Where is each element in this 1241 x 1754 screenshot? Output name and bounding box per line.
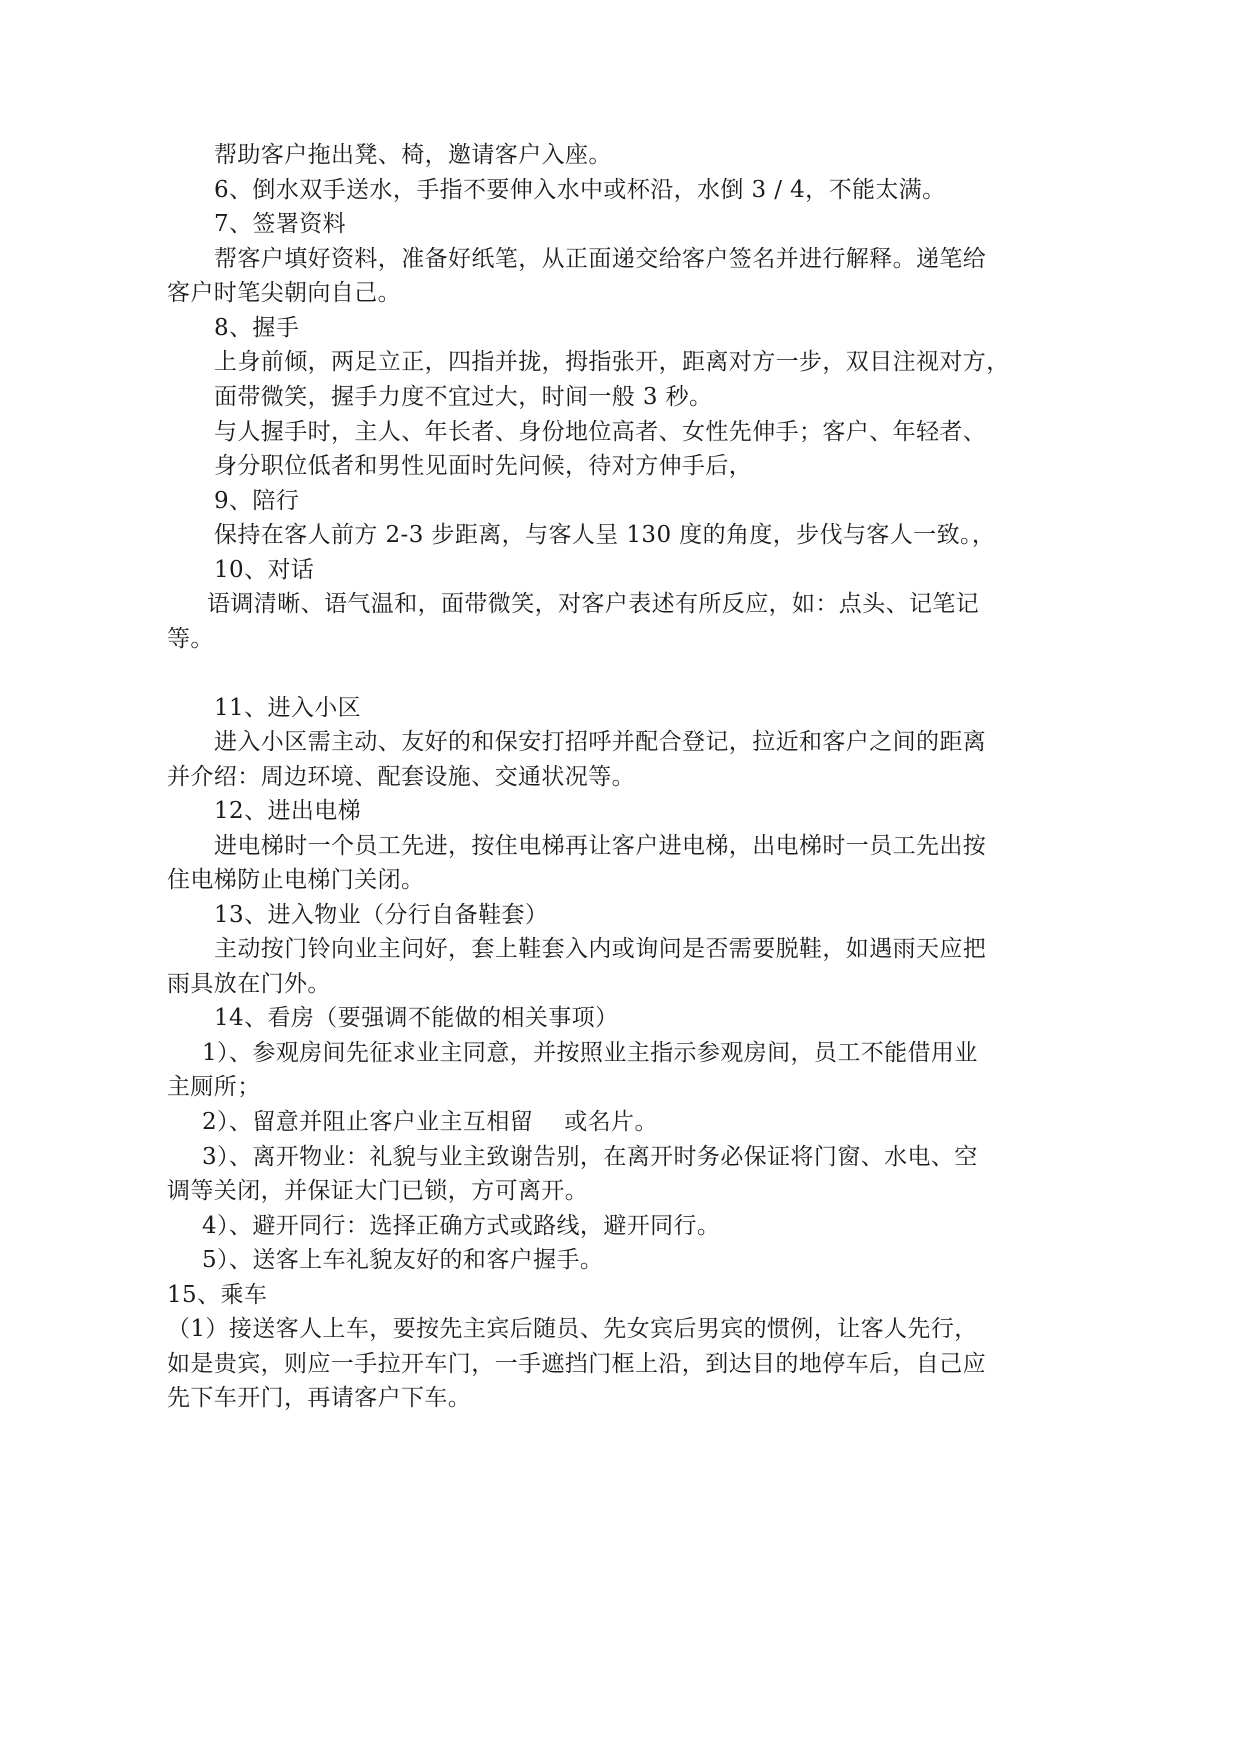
text-line: 主厕所； xyxy=(167,1074,261,1100)
text-line: 帮助客户拖出凳、椅，邀请客户入座。 xyxy=(214,142,612,168)
text-line: 6、倒水双手送水，手指不要伸入水中或杯沿，水倒 3 / 4，不能太满。 xyxy=(214,177,946,203)
section-heading: 7、签署资料 xyxy=(214,211,347,237)
list-item: 4）、避开同行：选择正确方式或路线，避开同行。 xyxy=(202,1213,721,1239)
section-heading: 9、陪行 xyxy=(214,488,300,514)
text-line: 进电梯时一个员工先进，按住电梯再让客户进电梯，出电梯时一员工先出按 xyxy=(214,833,987,859)
list-item: 5）、送客上车礼貌友好的和客户握手。 xyxy=(202,1247,604,1273)
text-line: 调等关闭，并保证大门已锁，方可离开。 xyxy=(167,1178,589,1204)
text-line: 并介绍：周边环境、配套设施、交通状况等。 xyxy=(167,764,635,790)
text-line: 进入小区需主动、友好的和保安打招呼并配合登记，拉近和客户之间的距离 xyxy=(214,729,987,755)
text-line: 如是贵宾，则应一手拉开车门，一手遮挡门框上沿，到达目的地停车后，自己应 xyxy=(167,1351,986,1377)
text-line: 主动按门铃向业主问好，套上鞋套入内或询问是否需要脱鞋，如遇雨天应把 xyxy=(214,936,987,962)
text-line: 帮客户填好资料，准备好纸笔，从正面递交给客户签名并进行解释。递笔给 xyxy=(214,246,987,272)
text-line: 住电梯防止电梯门关闭。 xyxy=(167,867,425,893)
section-heading: 15、乘车 xyxy=(167,1282,268,1308)
text-line: 身分职位低者和男性见面时先问候，待对方伸手后， xyxy=(214,453,753,479)
text-line: 保持在客人前方 2-3 步距离，与客人呈 130 度的角度，步伐与客人一致。， xyxy=(214,522,996,548)
section-heading: 10、对话 xyxy=(214,557,315,583)
section-heading: 12、进出电梯 xyxy=(214,798,362,824)
text-line: 雨具放在门外。 xyxy=(167,971,331,997)
section-heading: 14、看房（要强调不能做的相关事项） xyxy=(214,1005,619,1031)
text-line: 面带微笑，握手力度不宜过大，时间一般 3 秒。 xyxy=(214,384,713,410)
list-item: 3）、离开物业：礼貌与业主致谢告别，在离开时务必保证将门窗、水电、空 xyxy=(202,1144,978,1170)
text-line: 等。 xyxy=(167,626,214,652)
text-line: 先下车开门，再请客户下车。 xyxy=(167,1385,472,1411)
text-line: 客户时笔尖朝向自己。 xyxy=(167,280,401,306)
text-line: 与人握手时，主人、年长者、身份地位高者、女性先伸手；客户、年轻者、 xyxy=(214,419,987,445)
list-item: （1）接送客人上车，要按先主宾后随员、先女宾后男宾的惯例，让客人先行， xyxy=(167,1316,978,1342)
text-line: 上身前倾，两足立正，四指并拢，拇指张开，距离对方一步，双目注视对方， xyxy=(214,349,1010,375)
section-heading: 13、进入物业（分行自备鞋套） xyxy=(214,902,549,928)
list-item: 2）、留意并阻止客户业主互相留 或名片。 xyxy=(202,1109,658,1135)
section-heading: 8、握手 xyxy=(214,315,300,341)
list-item: 1）、参观房间先征求业主同意，并按照业主指示参观房间，员工不能借用业 xyxy=(202,1040,978,1066)
section-heading: 11、进入小区 xyxy=(214,695,362,721)
text-line: 语调清晰、语气温和，面带微笑，对客户表述有所反应，如：点头、记笔记 xyxy=(207,591,980,617)
